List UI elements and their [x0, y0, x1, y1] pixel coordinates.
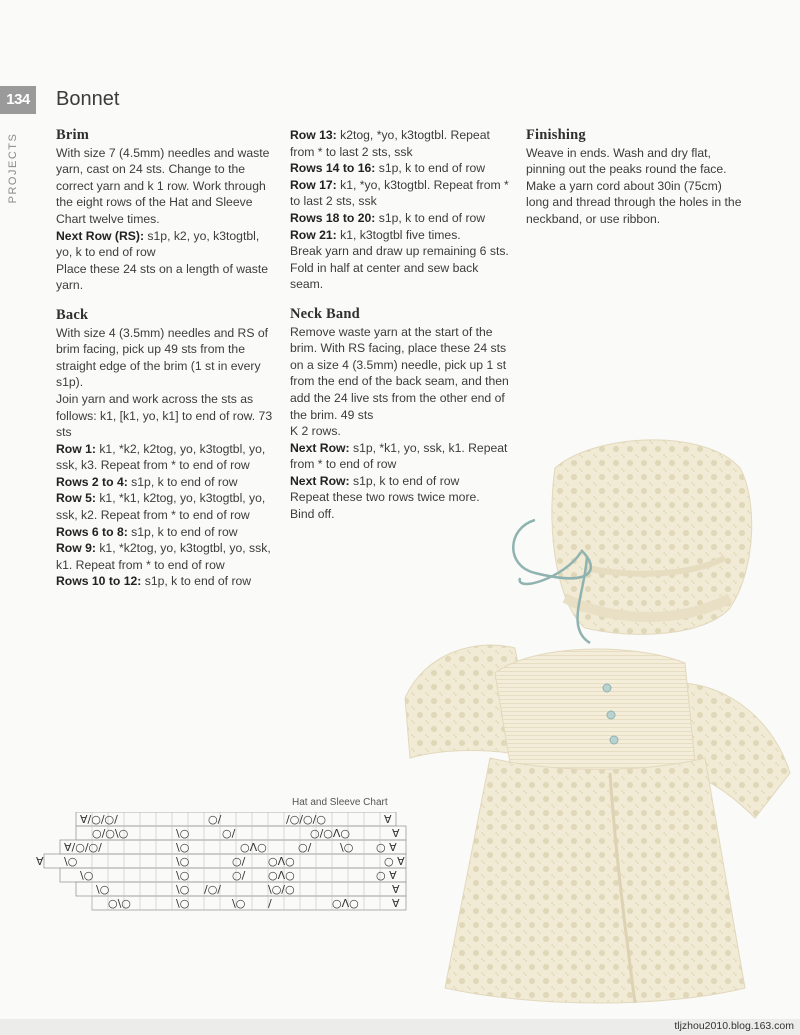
- svg-text:\○: \○: [64, 855, 78, 868]
- svg-text:○Λ○: ○Λ○: [268, 855, 295, 868]
- finishing-section: [526, 127, 748, 228]
- brim-next-row-label: Next Row (RS):: [56, 228, 145, 243]
- back-row: [290, 227, 512, 244]
- svg-text:∀/○/○/: ∀/○/○/: [80, 813, 118, 826]
- svg-text:○Λ○: ○Λ○: [268, 869, 295, 882]
- svg-text:∀: ∀: [36, 855, 44, 868]
- svg-text:○/○\○: ○/○\○: [92, 827, 129, 840]
- back-row: [290, 210, 512, 227]
- brim-next-row-text: s1p, k2, yo, k3togtbl, yo, k to end of row: [56, 228, 260, 260]
- hat-and-sleeve-chart: [36, 812, 416, 922]
- row-text: k1, *yo, k3togtbl. Repeat from * to last 2 sts, ssk: [290, 177, 509, 209]
- back-row: [56, 573, 278, 590]
- row-text: k1, *k1, k2tog, yo, k3togtbl, yo, ssk, k2. Repeat from * to end of row: [56, 491, 266, 523]
- neck-band-bind-off: Bind off.: [290, 507, 335, 522]
- row-label: Rows 18 to 20:: [290, 210, 376, 225]
- back-section: [56, 307, 278, 590]
- row-text: s1p, *k1, yo, ssk, k1. Repeat from * to end of row: [290, 440, 508, 472]
- back-row: [290, 160, 512, 177]
- back-outro: Break yarn and draw up remaining 6 sts. Fold in half at center and sew back seam.: [290, 244, 509, 292]
- svg-text:\○: \○: [340, 841, 354, 854]
- svg-text:○Λ○: ○Λ○: [332, 897, 359, 910]
- chart-title: Hat and Sleeve Chart: [292, 797, 388, 808]
- row-label: Row 13:: [290, 128, 337, 142]
- svg-text:\○: \○: [80, 869, 94, 882]
- bonnet-and-jacket-photo: [385, 428, 800, 1018]
- svg-text:\○/○: \○/○: [268, 883, 295, 896]
- back-row: [56, 474, 278, 491]
- neck-band-intro: Remove waste yarn at the start of the brim. With RS facing, place these 24 sts on a size 4 (3.5mm) needle, pick up 1 st from the end of the back seam, and then add the 24 live sts from the other end of the brim. 49 sts: [290, 324, 509, 422]
- row-text: k1, *k2, k2tog, yo, k3togtbl, yo, ssk, k3. Repeat from * to end of row: [56, 441, 266, 473]
- row-text: k1, k3togtbl five times.: [336, 227, 461, 242]
- row-label: Row 9:: [56, 541, 96, 556]
- svg-text:∀/○/○/: ∀/○/○/: [64, 841, 102, 854]
- svg-text:∀: ∀: [392, 827, 400, 840]
- svg-text:○ ∀: ○ ∀: [384, 855, 405, 868]
- back-row: [56, 524, 278, 541]
- watermark: tljzhou2010.blog.163.com: [674, 1020, 794, 1032]
- back-continued-section: [290, 127, 512, 293]
- page-title: Bonnet: [56, 88, 120, 110]
- svg-text:∀: ∀: [384, 813, 392, 826]
- back-row: [56, 441, 278, 474]
- back-row: [290, 127, 512, 160]
- svg-text:/○/○/○: /○/○/○: [286, 813, 326, 826]
- row-text: s1p, k to end of row: [349, 473, 460, 488]
- row-text: s1p, k to end of row: [127, 524, 238, 539]
- brim-place: Place these 24 sts on a length of waste yarn.: [56, 261, 269, 293]
- neck-band-heading: Neck Band: [290, 305, 360, 322]
- back-join: Join yarn and work across the sts as follows: k1, [k1, yo, k1] to end of row. 73 sts: [56, 391, 273, 440]
- back-row: [56, 490, 278, 523]
- svg-text:/: /: [268, 897, 272, 910]
- row-label: Row 5:: [56, 491, 96, 506]
- svg-text:○/○Λ○: ○/○Λ○: [310, 827, 351, 840]
- svg-text:∀: ∀: [392, 897, 400, 910]
- back-row: [290, 177, 512, 210]
- column-left: [56, 127, 278, 603]
- row-label: Rows 10 to 12:: [56, 574, 142, 589]
- svg-text:/○/: /○/: [204, 883, 222, 896]
- row-text: s1p, k to end of row: [375, 210, 486, 225]
- brim-next-row: [56, 228, 278, 261]
- back-heading: Back: [56, 306, 89, 323]
- svg-text:\○: \○: [232, 897, 246, 910]
- row-label: Rows 6 to 8:: [56, 524, 128, 539]
- row-label: Rows 14 to 16:: [290, 161, 376, 176]
- bonnet: [552, 440, 752, 635]
- svg-text:\○: \○: [176, 827, 190, 840]
- row-label: Next Row:: [290, 440, 350, 455]
- row-text: s1p, k to end of row: [127, 474, 238, 489]
- svg-text:∀: ∀: [392, 883, 400, 896]
- column-right: [526, 127, 748, 241]
- section-tab-label: PROJECTS: [7, 132, 19, 204]
- neck-band-k2: K 2 rows.: [290, 424, 341, 439]
- neck-band-repeat: Repeat these two rows twice more.: [290, 490, 480, 505]
- finishing-text: Weave in ends. Wash and dry flat, pinning out the peaks round the face. Make a yarn cord about 30in (75cm) long and thread through the holes in the neckband, or use ribbon.: [526, 145, 742, 226]
- svg-text:○/: ○/: [232, 869, 246, 882]
- svg-text:\○: \○: [176, 841, 190, 854]
- jacket: [405, 645, 790, 1003]
- svg-text:○ ∀: ○ ∀: [376, 841, 397, 854]
- svg-text:○/: ○/: [298, 841, 312, 854]
- back-intro: With size 4 (3.5mm) needles and RS of brim facing, pick up 49 sts from the straight edge of the brim (1 st in every s1p).: [56, 325, 269, 390]
- brim-section: [56, 127, 278, 294]
- svg-text:○/: ○/: [222, 827, 236, 840]
- row-text: k2tog, *yo, k3togtbl. Repeat from * to last 2 sts, ssk: [290, 128, 490, 159]
- page-number: 134: [0, 86, 36, 114]
- row-label: Next Row:: [290, 473, 350, 488]
- brim-intro: With size 7 (4.5mm) needles and waste yarn, cast on 24 sts. Change to the correct yarn and k 1 row. Work through the eight rows of the Hat and Sleeve Chart twelve times.: [56, 145, 270, 226]
- svg-text:○/: ○/: [208, 813, 222, 826]
- svg-text:○\○: ○\○: [108, 897, 131, 910]
- row-text: s1p, k to end of row: [375, 161, 486, 176]
- brim-heading: Brim: [56, 127, 90, 143]
- svg-text:\○: \○: [96, 883, 110, 896]
- row-label: Row 21:: [290, 227, 337, 242]
- row-label: Row 1:: [56, 441, 96, 456]
- svg-text:\○: \○: [176, 897, 190, 910]
- row-label: Rows 2 to 4:: [56, 474, 128, 489]
- row-label: Row 17:: [290, 177, 337, 192]
- svg-text:\○: \○: [176, 855, 190, 868]
- svg-text:○ ∀: ○ ∀: [376, 869, 397, 882]
- row-text: s1p, k to end of row: [141, 574, 252, 589]
- svg-text:○/: ○/: [232, 855, 246, 868]
- finishing-heading: Finishing: [526, 127, 586, 143]
- section-tab: [6, 128, 20, 208]
- svg-text:\○: \○: [176, 883, 190, 896]
- row-text: k1, *k2tog, yo, k3togtbl, yo, ssk, k1. Repeat from * to end of row: [56, 541, 271, 572]
- back-row: [56, 540, 278, 573]
- svg-text:\○: \○: [176, 869, 190, 882]
- svg-text:○Λ○: ○Λ○: [240, 841, 267, 854]
